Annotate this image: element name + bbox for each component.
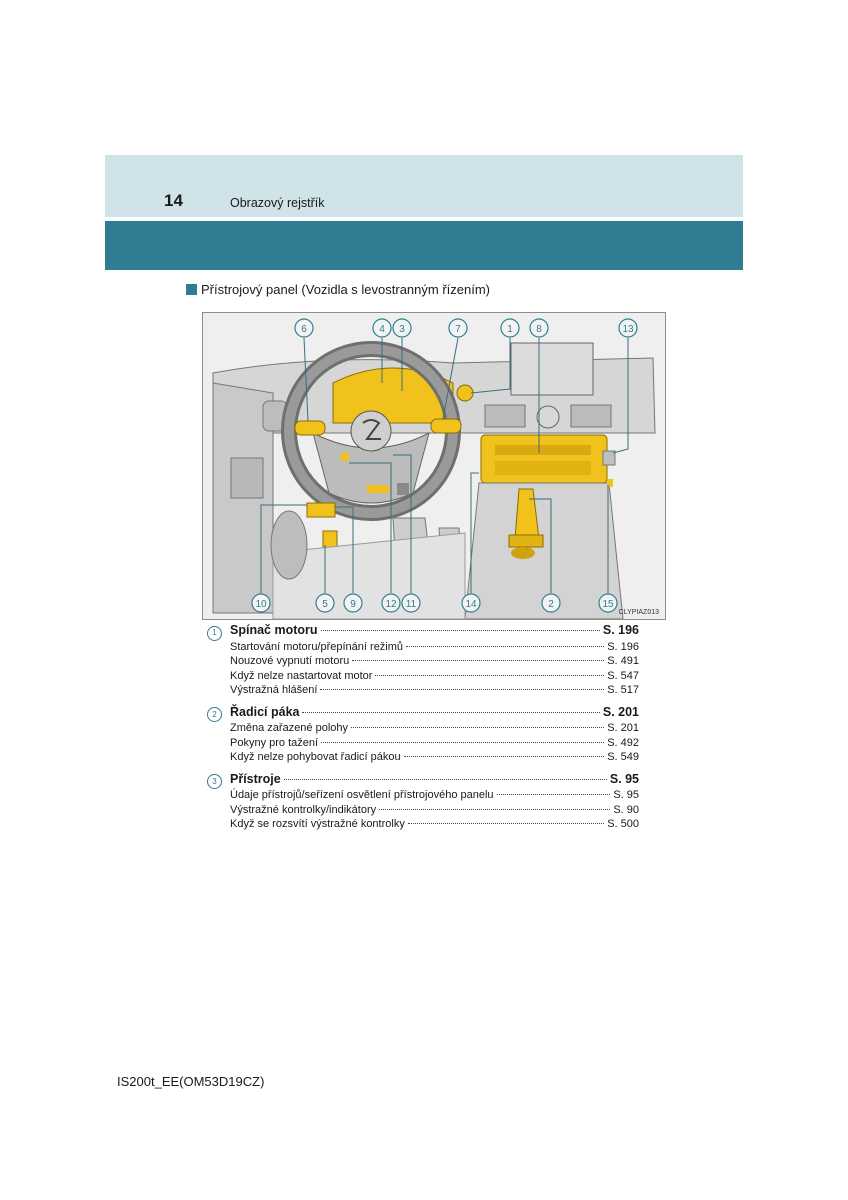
subitem-label: Výstražná hlášení: [230, 684, 318, 696]
entry-title: Spínač motoru: [230, 623, 318, 637]
entry-subitem: [207, 817, 639, 832]
index-entry: [207, 771, 639, 832]
subitem-page: S. 196: [607, 640, 639, 653]
callout-3: 3: [399, 324, 405, 335]
subitem-page: S. 95: [613, 789, 639, 801]
subitem-label: Když nelze pohybovat řadicí pákou: [230, 751, 401, 763]
callout-13: 13: [622, 324, 634, 335]
leader-dots: [379, 809, 610, 810]
subitem-label: Pokyny pro tažení: [230, 736, 319, 749]
subitem-label: Nouzové vypnutí motoru: [230, 655, 350, 667]
entry-heading-row: [207, 771, 639, 789]
leader-dots: [284, 779, 607, 780]
entry-subitem: [207, 788, 639, 803]
page-number: 14: [164, 191, 183, 210]
subitem-page: S. 492: [607, 736, 639, 749]
subitem-page: S. 90: [613, 803, 639, 816]
subitem-page: S. 491: [607, 655, 639, 667]
entry-number: 2: [207, 707, 222, 722]
callout-4: 4: [379, 324, 385, 335]
callout-7: 7: [455, 324, 461, 335]
leader-dots: [375, 675, 604, 676]
square-bullet-icon: [186, 284, 197, 295]
entry-title: Řadicí páka: [230, 704, 300, 719]
leader-dots: [497, 794, 611, 795]
subitem-label: Když se rozsvítí výstražné kontrolky: [230, 818, 405, 830]
subitem-label: Když nelze nastartovat motor: [230, 669, 373, 682]
entry-subitem: [207, 803, 639, 818]
callout-15: 15: [602, 599, 614, 610]
subitem-label: Údaje přístrojů/seřízení osvětlení přístrojového panelu: [230, 789, 494, 801]
subitem-page: S. 547: [607, 669, 639, 682]
callout-11: 11: [405, 599, 417, 610]
entry-subitem: [207, 721, 639, 736]
callout-12: 12: [385, 599, 397, 610]
callout-10: 10: [255, 599, 267, 610]
callout-6: 6: [301, 324, 307, 335]
entry-subitem: [207, 640, 639, 655]
dashboard-drawing: [203, 313, 665, 619]
entry-subitem: [207, 683, 639, 698]
entry-subitem: [207, 736, 639, 751]
subitem-label: Změna zařazené polohy: [230, 722, 349, 734]
entry-number: 3: [207, 774, 222, 789]
callout-8: 8: [536, 324, 542, 335]
entry-subitem: [207, 750, 639, 765]
leader-dots: [406, 646, 604, 647]
entry-heading-row: [207, 622, 639, 640]
entry-subitem: [207, 669, 639, 684]
sub-heading: [186, 282, 490, 297]
leader-dots: [408, 823, 604, 824]
subitem-page: S. 549: [607, 751, 639, 763]
entry-page: S. 196: [602, 623, 639, 637]
header-band-light: [105, 155, 743, 217]
header-band-dark: [105, 221, 743, 270]
leader-dots: [320, 689, 604, 690]
callout-14: 14: [465, 599, 477, 610]
figure-code: CLYPIAZ013: [618, 609, 659, 616]
entry-page: S. 201: [602, 704, 639, 719]
leader-dots: [404, 756, 605, 757]
leader-dots: [352, 660, 604, 661]
leader-dots: [302, 712, 599, 713]
subitem-label: Výstražné kontrolky/indikátory: [230, 803, 377, 816]
entry-page: S. 95: [609, 771, 639, 786]
subitem-label: Startování motoru/přepínání režimů: [230, 640, 404, 653]
index-entries: [207, 622, 639, 838]
callout-5: 5: [322, 599, 328, 610]
leader-dots: [321, 742, 604, 743]
subitem-page: S. 500: [607, 818, 639, 830]
entry-subitem: [207, 654, 639, 669]
document-code: IS200t_EE(OM53D19CZ): [117, 1074, 265, 1089]
entry-title: Přístroje: [230, 771, 281, 786]
dashboard-illustration: [202, 312, 666, 620]
index-entry: [207, 622, 639, 698]
callout-2: 2: [548, 599, 554, 610]
sub-heading-text: Přístrojový panel (Vozidla s levostranným řízením): [201, 282, 490, 297]
entry-heading-row: [207, 704, 639, 722]
index-entry: [207, 704, 639, 765]
leader-dots: [321, 630, 600, 631]
callout-1: 1: [507, 324, 513, 335]
section-title: Obrazový rejstřík: [230, 196, 325, 210]
subitem-page: S. 517: [607, 684, 639, 696]
callout-9: 9: [350, 599, 356, 610]
entry-number: 1: [207, 626, 222, 641]
leader-dots: [351, 727, 604, 728]
subitem-page: S. 201: [607, 722, 639, 734]
